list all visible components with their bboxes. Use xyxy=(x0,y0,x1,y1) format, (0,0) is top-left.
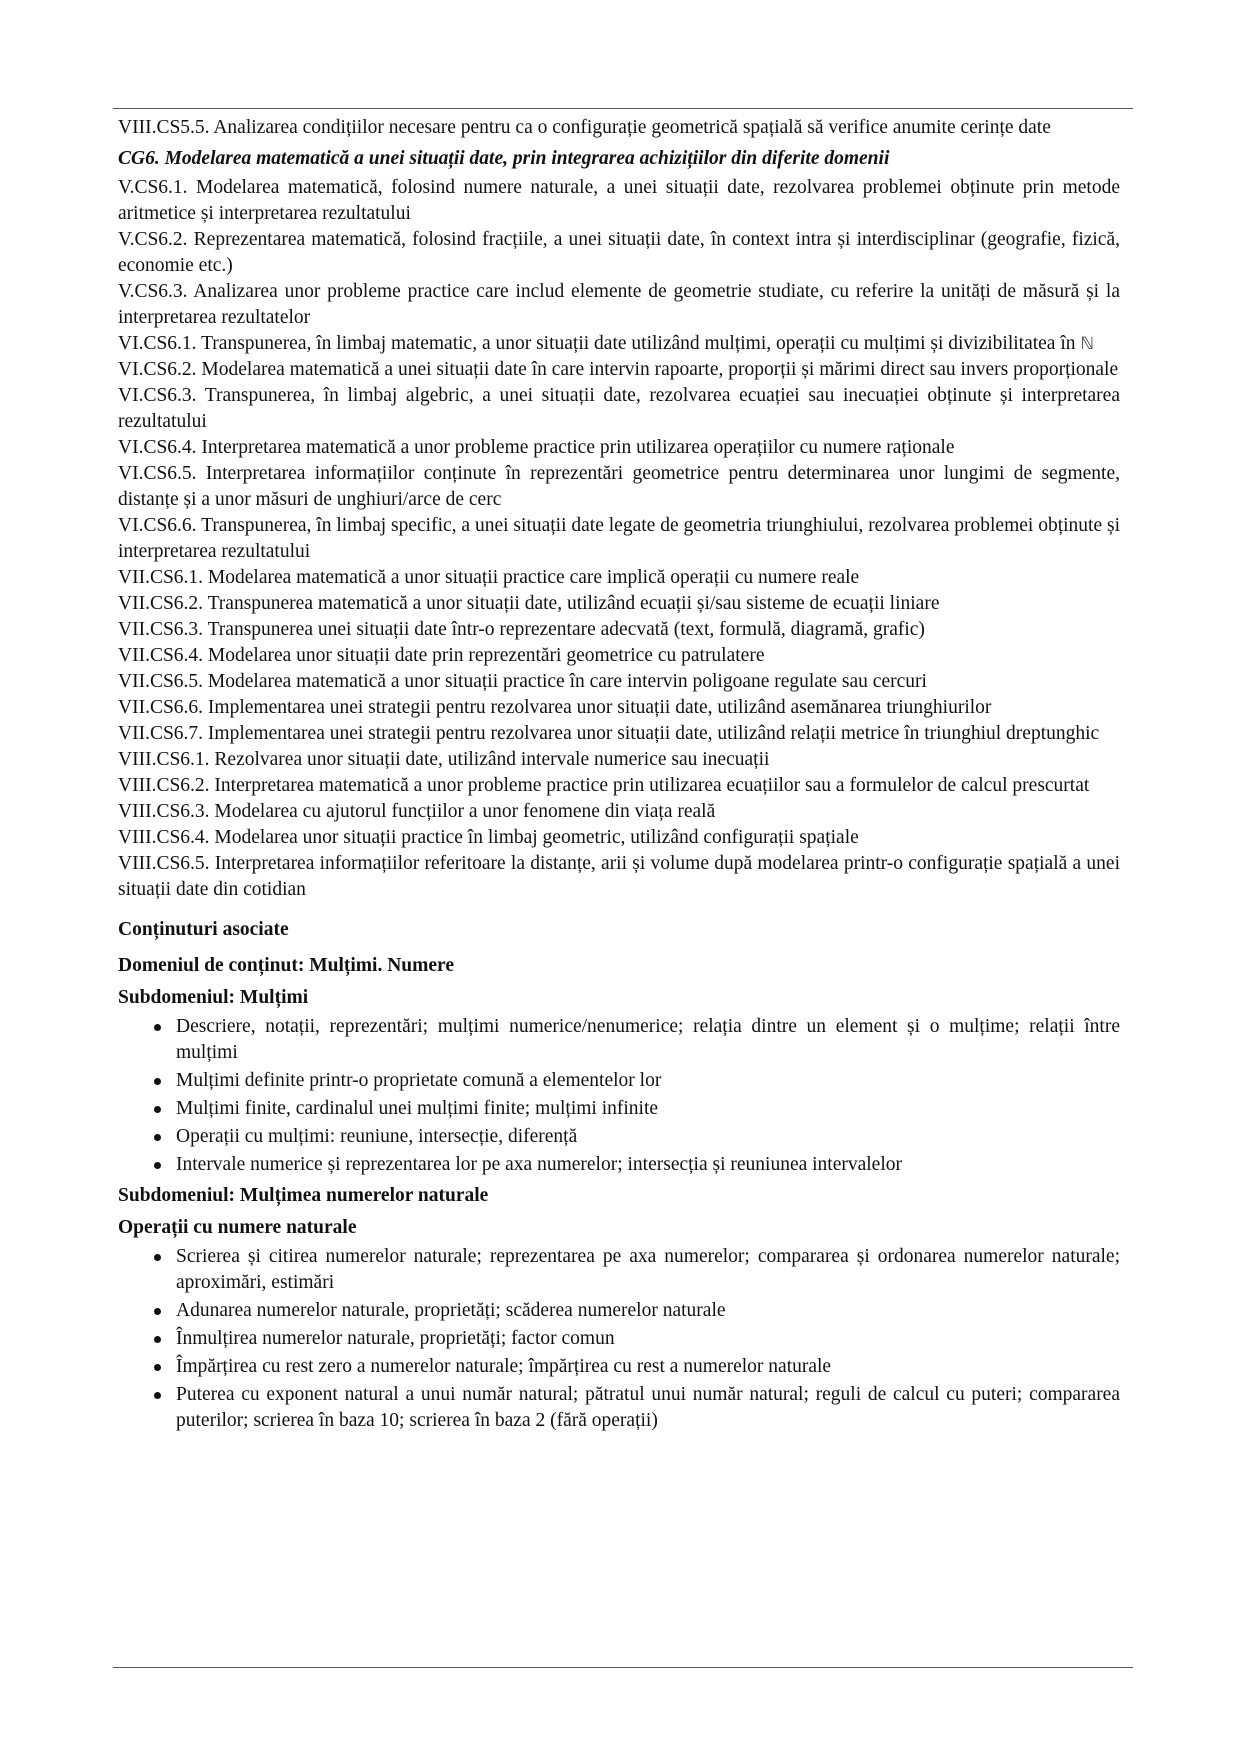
cs-item: VIII.CS6.1. Rezolvarea unor situații date, utilizând intervale numerice sau inecuații xyxy=(118,749,770,770)
continuturi-heading: Conținuturi asociate xyxy=(118,919,289,940)
list-item: Mulțimi definite printr-o proprietate comună a elementelor lor xyxy=(176,1068,1120,1094)
cs-item: VII.CS6.2. Transpunerea matematică a unor situații date, utilizând ecuații și/sau sisteme de ecuații liniare xyxy=(118,593,940,614)
cs-item: VII.CS6.5. Modelarea matematică a unor situații practice în care intervin poligoane regulate sau cercuri xyxy=(118,671,927,692)
cs-item: VII.CS6.1. Modelarea matematică a unor situații practice care implică operații cu numere reale xyxy=(118,567,860,588)
cs-item: VII.CS6.3. Transpunerea unei situații date într-o reprezentare adecvată (text, formulă, diagramă, grafic) xyxy=(118,619,925,640)
subdomeniu-multimi-heading: Subdomeniul: Mulțimi xyxy=(118,987,309,1008)
cs-item: VI.CS6.2. Modelarea matematică a unei situații date în care intervin rapoarte, proporții și mărimi direct sau invers proporționale xyxy=(118,359,1119,380)
cs-item: VI.CS6.6. Transpunerea, în limbaj specific, a unei situații date legate de geometria triunghiului, rezolvarea problemei obținute și interpretarea rezultatului xyxy=(118,515,1120,562)
list-item: Adunarea numerelor naturale, proprietăți; scăderea numerelor naturale xyxy=(176,1298,1120,1324)
cs-item: VI.CS6.4. Interpretarea matematică a unor probleme practice prin utilizarea operațiilor cu numere raționale xyxy=(118,437,955,458)
list-item: Mulțimi finite, cardinalul unei mulțimi finite; mulțimi infinite xyxy=(176,1096,1120,1122)
cs6-list-b xyxy=(118,357,1120,903)
cs-item: VII.CS6.7. Implementarea unei strategii pentru rezolvarea unor situații date, utilizând relații metrice în triunghiul dreptunghic xyxy=(118,723,1100,744)
cs-item: V.CS6.2. Reprezentarea matematică, folosind fracțiile, a unei situații date, în context intra și interdisciplinar (geografie, fizică, economie etc.) xyxy=(118,229,1120,276)
cs-item xyxy=(118,331,1120,357)
cs-item: VIII.CS6.3. Modelarea cu ajutorul funcțiilor a unor fenomene din viața reală xyxy=(118,801,716,822)
list-item: Intervale numerice și reprezentarea lor pe axa numerelor; intersecția și reuniunea intervalelor xyxy=(176,1152,1120,1178)
header-rule xyxy=(113,108,1133,109)
list-item: Puterea cu exponent natural a unui număr natural; pătratul unui număr natural; reguli de calcul cu puteri; compararea puterilor; scrierea în baza 10; scrierea în baza 2 (fără operații) xyxy=(176,1382,1120,1434)
list-item: Descriere, notații, reprezentări; mulțimi numerice/nenumerice; relația dintre un element și o mulțime; relații între mulțimi xyxy=(176,1014,1120,1066)
cs-item: VIII.CS6.5. Interpretarea informațiilor referitoare la distanțe, arii și volume după modelarea printr-o configurație spațială a unei situații date din cotidian xyxy=(118,853,1120,900)
operatii-list xyxy=(118,1244,1120,1434)
cs-item: VII.CS6.6. Implementarea unei strategii pentru rezolvarea unor situații date, utilizând asemănarea triunghiurilor xyxy=(118,697,992,718)
page-content xyxy=(118,115,1120,1439)
natural-numbers-symbol: ℕ xyxy=(1080,334,1094,354)
cg6-title: CG6. Modelarea matematică a unei situații date, prin integrarea achizițiilor din diferite domenii xyxy=(118,148,890,169)
cs-item: V.CS6.1. Modelarea matematică, folosind numere naturale, a unei situații date, rezolvarea problemei obținute prin metode aritmetice și interpretarea rezultatului xyxy=(118,177,1120,224)
operatii-heading: Operații cu numere naturale xyxy=(118,1217,357,1238)
cs-item: V.CS6.3. Analizarea unor probleme practice care includ elemente de geometrie studiate, cu referire la unități de măsură și la interpretarea rezultatelor xyxy=(118,281,1120,328)
list-item: Împărțirea cu rest zero a numerelor naturale; împărțirea cu rest a numerelor naturale xyxy=(176,1354,1120,1380)
list-item: Operații cu mulțimi: reuniune, intersecție, diferență xyxy=(176,1124,1120,1150)
cs-item: VI.CS6.3. Transpunerea, în limbaj algebric, a unei situații date, rezolvarea ecuației sau inecuației obținute și interpretarea rezultatului xyxy=(118,385,1120,432)
cs-item: VIII.CS5.5. Analizarea condițiilor necesare pentru ca o configurație geometrică spațială să verifice anumite cerințe date xyxy=(118,117,1051,138)
cs-item-text: VI.CS6.1. Transpunerea, în limbaj matematic, a unor situații date utilizând mulțimi, operații cu mulțimi și divizibilitatea în xyxy=(118,333,1076,354)
footer-rule xyxy=(113,1667,1133,1668)
subdomeniu-naturale-heading: Subdomeniul: Mulțimea numerelor naturale xyxy=(118,1185,489,1206)
cs6-list-a xyxy=(118,175,1120,357)
list-item: Scrierea și citirea numerelor naturale; reprezentarea pe axa numerelor; compararea și ordonarea numerelor naturale; aproximări, estimări xyxy=(176,1244,1120,1296)
domeniu-heading: Domeniul de conținut: Mulțimi. Numere xyxy=(118,955,454,976)
cs-item: VI.CS6.5. Interpretarea informațiilor conținute în reprezentări geometrice pentru determinarea unor lungimi de segmente, distanțe și a unor măsuri de unghiuri/arce de cerc xyxy=(118,463,1120,510)
cs-item: VII.CS6.4. Modelarea unor situații date prin reprezentări geometrice cu patrulatere xyxy=(118,645,765,666)
cs-item: VIII.CS6.2. Interpretarea matematică a unor probleme practice prin utilizarea ecuațiilor sau a formulelor de calcul prescurtat xyxy=(118,775,1090,796)
cs-item: VIII.CS6.4. Modelarea unor situații practice în limbaj geometric, utilizând configurații spațiale xyxy=(118,827,859,848)
list-item: Înmulțirea numerelor naturale, proprietăți; factor comun xyxy=(176,1326,1120,1352)
subdomeniu-multimi-list xyxy=(118,1014,1120,1178)
